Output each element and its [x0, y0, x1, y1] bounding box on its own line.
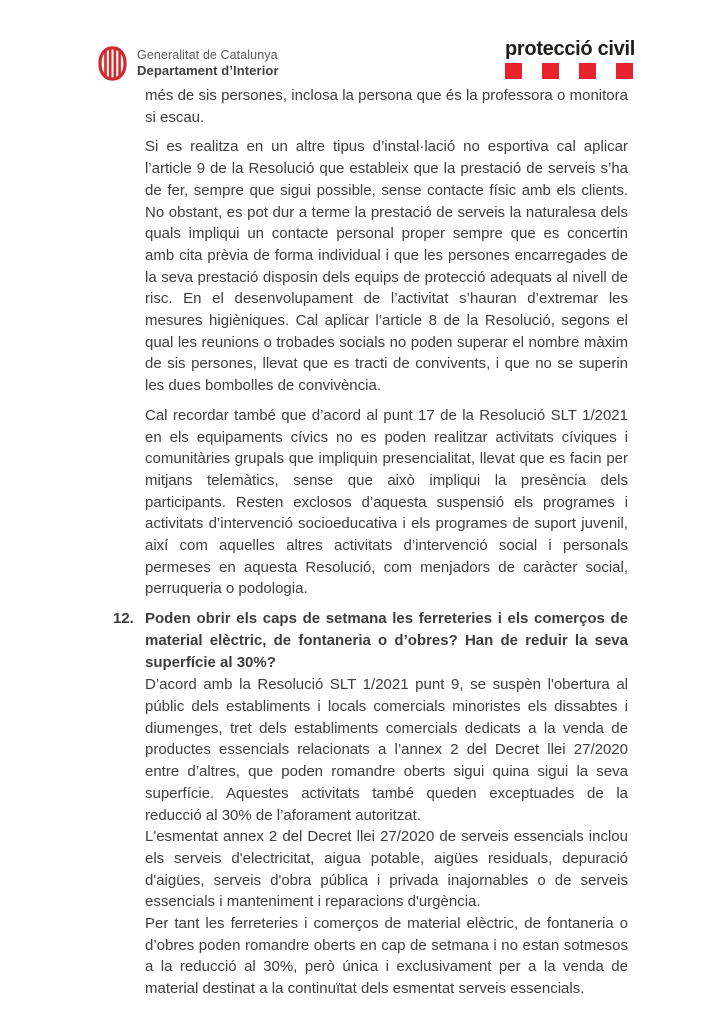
- senyera-shield-icon: [97, 45, 128, 82]
- faq-item-12: [113, 608, 628, 1000]
- proteccio-civil-logo: [505, 38, 635, 79]
- intro-paragraph: Si es realitza en un altre tipus d’instal·lació no esportiva cal aplicar l’article 9 de la Resolució que estableix que la prestació de serveis s’ha de fer, sempre que sigui possible, sense contacte físic amb els clients. No obstant, es pot dur a terme la prestació de serveis la naturalesa dels quals impliqui un contacte personal proper sempre que es concertin amb cita prèvia de forma individual i que les persones encarregades de la seva prestació disposin dels equips de protecció adequats al nivell de risc. En el desenvolupament de l’activitat s’hauran d’extremar les mesures higièniques. Cal aplicar l’article 8 de la Resolució, segons el qual les reunions o trobades socials no poden superar el nombre màxim de sis persones, llevat que es tracti de convivents, i que no se superin les dues bombolles de convivència.: [145, 138, 628, 395]
- four-red-squares-icon: [505, 63, 635, 79]
- question-text: Poden obrir els caps de setmana les ferreteries i els comerços de material elèctric, de fontaneria o d’obres? Han de reduir la seva superfície al 30%?: [145, 610, 628, 671]
- red-square-icon: [505, 63, 522, 79]
- red-square-icon: [542, 63, 559, 79]
- org-name: Generalitat de Catalunya: [137, 48, 278, 62]
- red-square-icon: [616, 63, 633, 79]
- answer-paragraph: D’acord amb la Resolució SLT 1/2021 punt 9, se suspèn l'obertura al públic dels establiments i locals comercials minoristes els dissabtes i diumenges, tret dels establiments comercials dedicats a la venda de productes essencials relacionats a l’annex 2 del Decret llei 27/2020 entre d’altres, que poden romandre oberts sigui quina sigui la seva superfície. Aquestes activitats també queden exceptuades de la reducció al 30% de l’aforament autoritzat.: [145, 676, 628, 824]
- page-header: [0, 0, 724, 90]
- generalitat-logo: [97, 45, 279, 82]
- answer-paragraph: Per tant les ferreteries i comerços de material elèctric, de fontaneria o d’obres poden romandre oberts en cap de setmana i no estan sotmesos a la reducció al 30%, però única i exclusivament per a la venda de material destinat a la continuïtat dels esmentat serveis essencials.: [145, 915, 628, 998]
- red-square-icon: [579, 63, 596, 79]
- document-body: [113, 85, 628, 1000]
- question-number: 12.: [113, 610, 134, 628]
- generalitat-text: [137, 48, 279, 79]
- proteccio-civil-wordmark: protecció civil: [505, 38, 635, 60]
- intro-paragraph: Cal recordar també que d’acord al punt 17 de la Resolució SLT 1/2021 en els equipaments cívics no es poden realitzar activitats cíviques i comunitàries grupals que impliquin presencialitat, llevat que es facin per mitjans telemàtics, sense que això impliqui la presència dels participants. Resten exclosos d’aquesta suspensió els programes i activitats d’intervenció socioeducativa i els programes de suport juvenil, així com aquelles altres activitats d’intervenció social i personals permeses en aquesta Resolució, com menjadors de caràcter social, perruqueria o podologia.: [145, 406, 628, 598]
- question-body: [145, 608, 628, 1000]
- department-name: Departament d’Interior: [137, 63, 279, 78]
- answer-paragraph: L'esmentat annex 2 del Decret llei 27/2020 de serveis essencials inclou els serveis d'electricitat, aigua potable, aigües residuals, depuració d'aigües, serveis d'obra pública i privada inajornables o de serveis essencials i manteniment i reparacions d'urgència.: [145, 828, 628, 911]
- intro-paragraph: més de sis persones, inclosa la persona que és la professora o monitora si escau.: [145, 87, 628, 126]
